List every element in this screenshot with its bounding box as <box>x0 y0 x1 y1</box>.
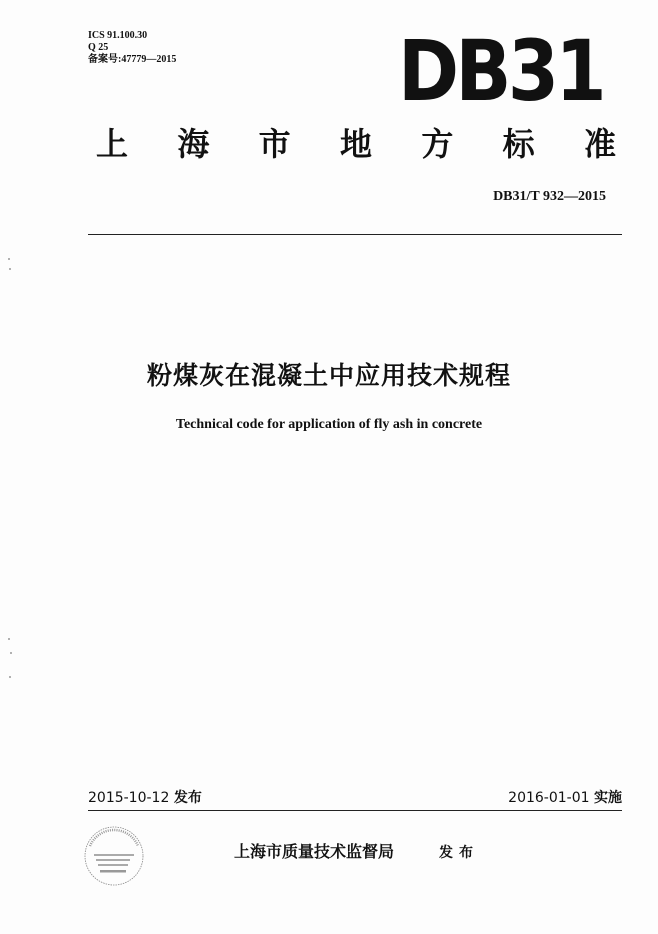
heading-char: 方 <box>421 125 454 163</box>
db31-logo: DB31 <box>398 22 603 121</box>
heading-char: 市 <box>258 125 291 163</box>
speck <box>9 676 11 678</box>
heading-char: 标 <box>502 125 535 163</box>
heading-char: 准 <box>583 125 616 163</box>
speck <box>8 258 10 260</box>
issue-label: 发布 <box>173 790 202 806</box>
issue-date-group <box>88 789 202 807</box>
classification-block <box>88 30 176 66</box>
speck <box>8 638 10 640</box>
implement-label: 实施 <box>594 790 622 806</box>
distribution-stamp-icon <box>82 824 146 888</box>
publish-label: 发布 <box>439 845 479 861</box>
heading-char: 海 <box>177 125 210 163</box>
ccs-number: Q 25 <box>88 42 109 53</box>
top-divider <box>88 234 622 235</box>
local-standard-heading <box>96 124 616 164</box>
implement-date-group <box>508 789 622 807</box>
record-number: 备案号:47779—2015 <box>88 54 177 65</box>
date-row <box>88 789 622 807</box>
heading-char: 上 <box>96 125 129 163</box>
implement-date: 2016-01-01 <box>508 790 590 806</box>
issuing-authority: 上海市质量技术监督局 <box>234 842 395 861</box>
ics-number: ICS 91.100.30 <box>88 30 148 41</box>
standard-code: DB31/T 932—2015 <box>493 189 606 204</box>
title-chinese: 粉煤灰在混凝土中应用技术规程 <box>146 361 511 390</box>
speck <box>9 268 11 270</box>
heading-char: 地 <box>339 125 372 163</box>
title-english: Technical code for application of fly ash in concrete <box>175 417 483 432</box>
bottom-divider <box>88 810 622 811</box>
speck <box>10 652 12 654</box>
issue-date: 2015-10-12 <box>88 790 170 806</box>
